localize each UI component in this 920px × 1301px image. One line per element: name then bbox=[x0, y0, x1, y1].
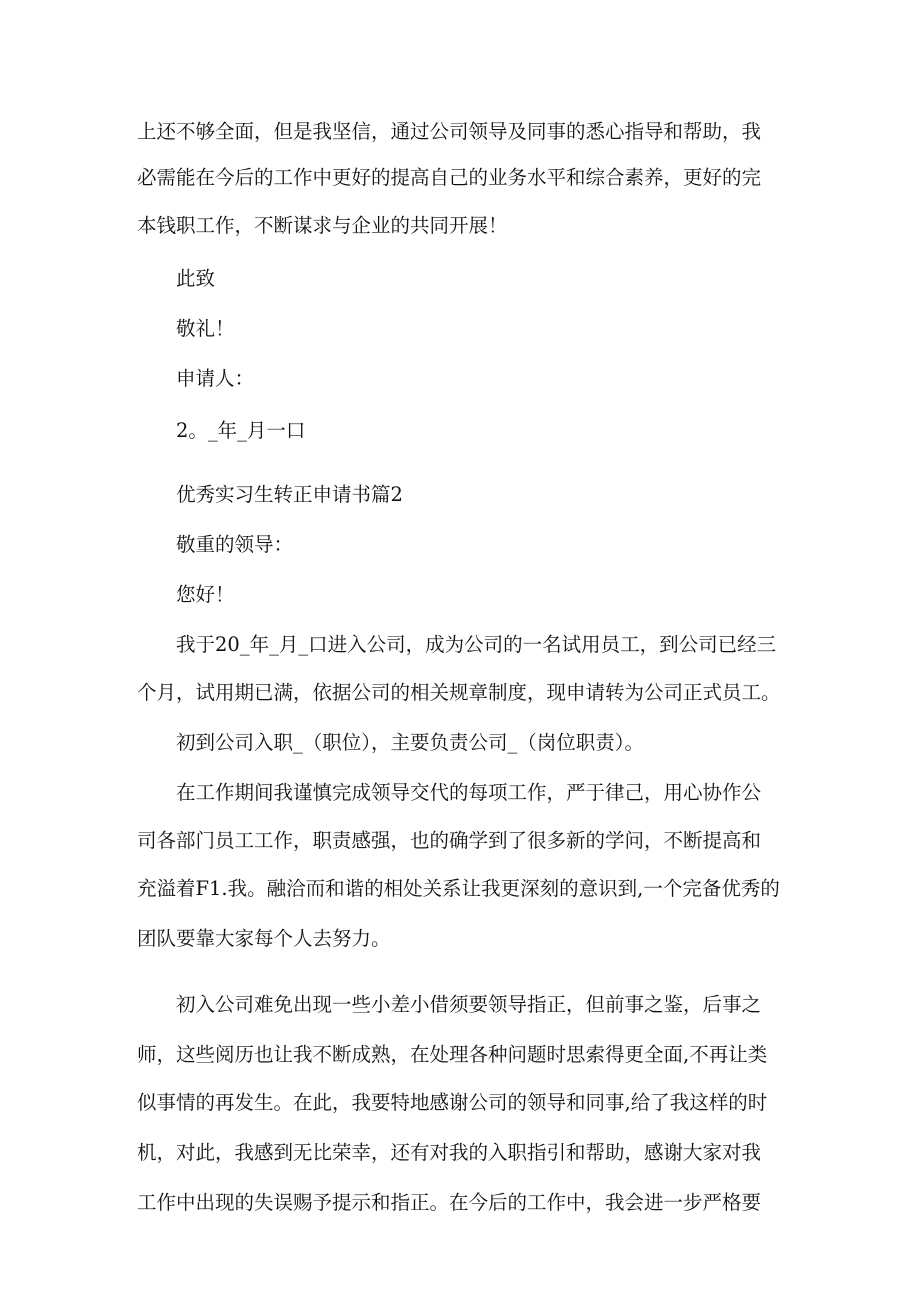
paragraph-line: 我于20_年_月_口进入公司，成为公司的一名试用员工，到公司已经三 bbox=[176, 633, 777, 656]
paragraph-line: 在工作期间我谨慎完成领导交代的每项工作，严于律己，用心协作公 bbox=[176, 781, 762, 804]
paragraph-line: 初到公司入职_（职位），主要负责公司_（岗位职责）。 bbox=[176, 731, 645, 754]
paragraph-line: 机，对此，我感到无比荣幸，还有对我的入职指引和帮助，感谢大家对我 bbox=[137, 1141, 762, 1164]
paragraph-line: 工作中出现的失误赐予提示和指正。在今后的工作中，我会进一步严格要 bbox=[137, 1191, 762, 1214]
paragraph-line: 团队要靠大家每个人去努力。 bbox=[137, 927, 391, 950]
paragraph-line: 必需能在今后的工作中更好的提高自己的业务水平和综合素养，更好的完 bbox=[137, 166, 762, 189]
salute-text: 敬礼！ bbox=[176, 317, 235, 340]
paragraph-line: 似事情的再发生。在此，我要特地感谢公司的领导和同事,给了我这样的时 bbox=[137, 1091, 768, 1114]
closing-text: 此致 bbox=[176, 267, 216, 290]
paragraph-line: 个月，试用期已满，依据公司的相关规章制度，现申请转为公司正式员工。 bbox=[137, 681, 781, 704]
applicant-label: 申请人： bbox=[176, 367, 255, 390]
paragraph-line: 初入公司难免出现一些小差小借须要领导指正，但前事之鉴，后事之 bbox=[176, 993, 762, 1016]
hello-text: 您好！ bbox=[176, 583, 235, 606]
paragraph-line: 本钱职工作，不断谋求与企业的共同开展！ bbox=[137, 214, 508, 237]
date-line: 2。_年_月一口 bbox=[176, 419, 306, 442]
paragraph-line: 司各部门员工工作，职责感强，也的确学到了很多新的学问，不断提高和 bbox=[137, 829, 762, 852]
section-title: 优秀实习生转正申请书篇2 bbox=[176, 483, 403, 506]
paragraph-line: 上还不够全面，但是我坚信，通过公司领导及同事的悉心指导和帮助，我 bbox=[137, 120, 762, 143]
paragraph-line: 充溢着F1.我。融洽而和谐的相处关系让我更深刻的意识到,一个完备优秀的 bbox=[137, 877, 780, 900]
greeting-text: 敬重的领导： bbox=[176, 533, 294, 556]
paragraph-line: 师，这些阅历也让我不断成熟，在处理各种问题时思索得更全面,不再让类 bbox=[137, 1043, 768, 1066]
